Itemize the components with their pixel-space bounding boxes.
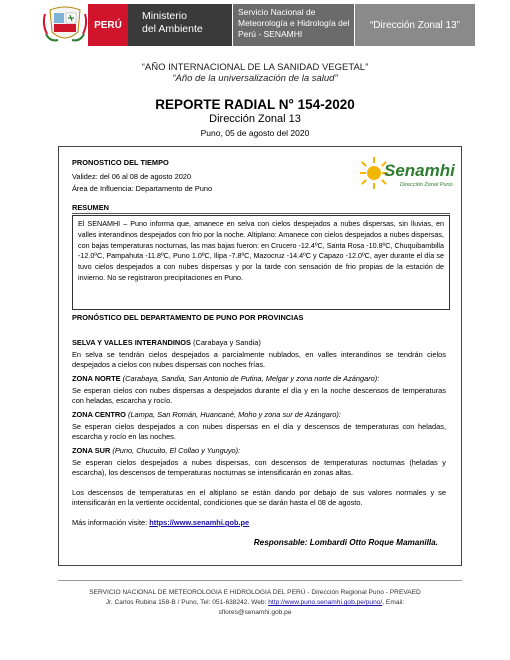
norte-title: ZONA NORTE [72,374,121,383]
resumen-underline [72,213,450,214]
ministry-line1: Ministerio [142,10,187,22]
peru-coat-of-arms-icon [42,4,88,46]
selva-title: SELVA Y VALLES INTERANDINOS [72,338,191,347]
validity-text: Validez: del 06 al 08 de agosto 2020 [72,172,192,181]
resumen-heading: RESUMEN [72,203,109,212]
senamhi-line2: Meteorología e Hidrología del [238,18,350,28]
report-subtitle: Dirección Zonal 13 [209,113,301,125]
header-banner [42,4,474,46]
ministry-label [128,4,232,46]
centro-title: ZONA CENTRO [72,410,126,419]
selva-text: En selva se tendrán cielos despejados a parcialmente nublados, en valles interandinos se tendrán cielos despejados a cielos con nubes dispersas con noches frías. [72,350,446,370]
selva-heading [72,338,261,348]
mas-info [72,518,249,528]
selva-places: (Carabaya y Sandia) [193,338,261,347]
footer-address: Jr. Carlos Rubina 158-B / Puno, Tel: 051-638242. Web: [105,599,267,606]
sur-places: (Puno, Chucuito, El Collao y Yunguyo): [112,446,241,455]
ministry-line2: del Ambiente [142,23,203,35]
centro-places: (Lampa, San Román, Huancané, Moho y zona sur de Azángaro): [127,410,341,419]
footer [70,588,440,618]
descensos-text: Los descensos de temperaturas en el altiplano se están dando por debajo de sus valores normales y se intensificarán en la vertiente occidental, condiciones que se darán hasta el 08 de agosto. [72,488,446,508]
sur-title: ZONA SUR [72,446,111,455]
pronostico-heading: PRONOSTICO DEL TIEMPO [72,158,169,167]
norte-text: Se esperan cielos con nubes dispersas a despejados durante el día y en la noche descensos de temperaturas con heladas, escarcha y rocío. [72,386,446,406]
logo-name: Senamhi [384,161,455,180]
zone-label: “Dirección Zonal 13” [354,4,475,46]
mas-info-label: Más información visite: [72,518,148,527]
centro-text: Se esperan cielos despejados a con nubes dispersas en el día y descensos de temperaturas con heladas, escarcha y rocío en las noches. [72,422,446,442]
responsable-text: Responsable: Lombardi Otto Roque Mamanilla. [253,538,438,547]
logo-caption: Dirección Zonal Puno [400,182,453,188]
report-title: REPORTE RADIAL N° 154-2020 [155,97,355,112]
footer-divider [58,580,462,581]
sur-heading [72,446,240,456]
footer-web-link[interactable]: http://www.puno.senamhi.gob.pe/puno/ [268,599,383,606]
year-subline: “Año de la universalización de la salud” [172,73,338,84]
senamhi-label [232,4,354,46]
senamhi-line3: Perú - SENAMHI [238,29,303,39]
peru-label: PERÚ [88,4,128,46]
provincias-heading: PRONÓSTICO DEL DEPARTAMENTO DE PUNO POR PROVINCIAS [72,313,304,322]
norte-heading [72,374,379,384]
sur-text: Se esperan cielos despejados a nubes dispersas, con descensos de temperaturas nocturnas (heladas y escarcha), los descensos de temperaturas nocturnas se intensificarán en zonas altas. [72,458,446,478]
footer-line2 [70,598,440,608]
norte-places: (Carabaya, Sandia, San Antonio de Putina, Melgar y zona norte de Azángaro): [122,374,380,383]
resumen-text: El SENAMHI – Puno informa que, amanece en selva con cielos despejados a nubes dispersas, sin lluvias, en valles interandinos despejados con frio por la noche. Altiplano: Amanece con cielos despejados a nubes dispersas, con bajas temperaturas nocturnas, las mas bajas fueron: en Crucero -12.4ºC, Santa Rosa -10.8ºC, Chuquibambilla -12.0ºC, Pampahuta -11.8ºC, Puno 1.0ºC, Ilipa -7.8ºC, Mazocruz -14.4ºC y Capazo -12.0ºC, ayer durante el día se tuvo cielos despejados a con nubes dispersas y por la tarde con sensación de frio propias de la estación de invierno. No se registraron precipitaciones en Puno. [72,215,450,310]
area-text: Área de Influencia: Departamento de Puno [72,184,213,193]
footer-email: sflores@senamhi.gob.pe [218,609,292,616]
centro-heading [72,410,341,420]
senamhi-line1: Servicio Nacional de [238,7,316,17]
footer-email-label: , Email: [382,599,405,606]
report-date: Puno, 05 de agosto del 2020 [200,128,310,138]
senamhi-website-link[interactable]: https://www.senamhi.gob.pe [149,518,250,527]
footer-line1: SERVICIO NACIONAL DE METEOROLOGIA E HIDROLOGIA DEL PERÚ - Dirección Regional Puno - PREVAED [89,589,421,596]
year-line: “AÑO INTERNACIONAL DE LA SANIDAD VEGETAL” [141,62,369,73]
senamhi-logo [360,155,456,195]
